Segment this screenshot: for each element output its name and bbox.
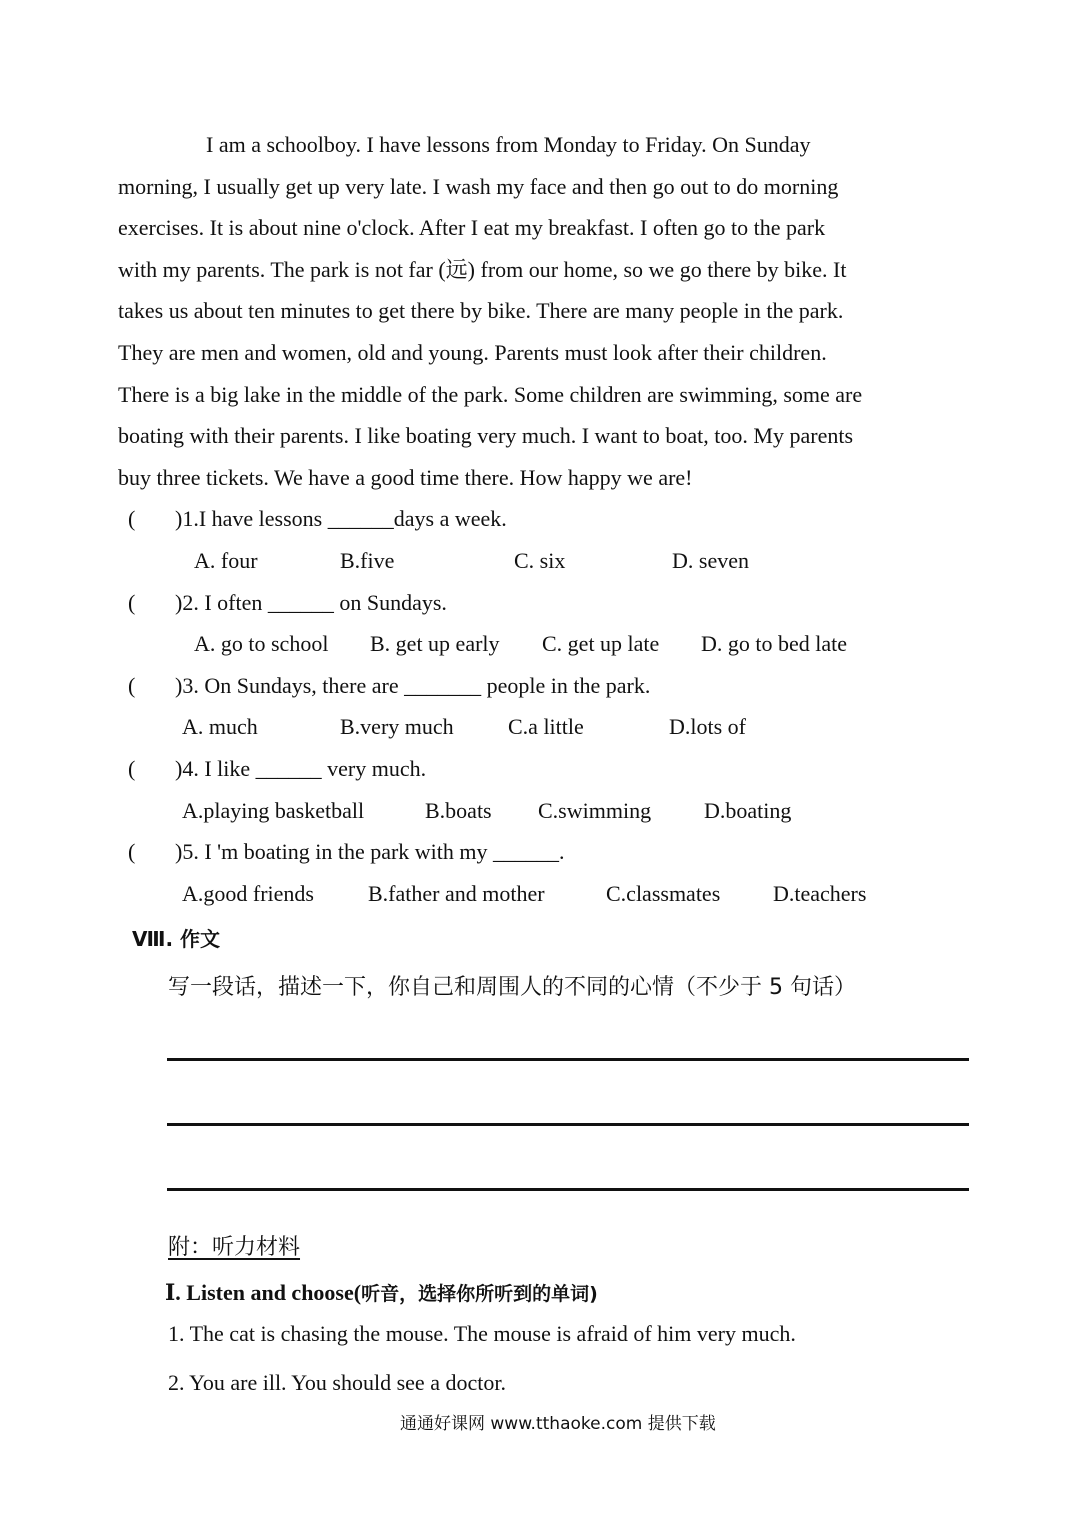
q2-option-a: A. go to school bbox=[194, 631, 329, 656]
q3-option-b: B.very much bbox=[340, 714, 454, 739]
question-5-text: )5. I 'm boating in the park with my ______. bbox=[175, 839, 565, 864]
listening-section-heading bbox=[165, 1279, 598, 1306]
listening-line-2: 2. You are ill. You should see a doctor. bbox=[168, 1370, 506, 1395]
q4-option-c: C.swimming bbox=[538, 798, 652, 823]
passage-line: morning, I usually get up very late. I wash my face and then go out to do morning bbox=[118, 173, 839, 199]
q4-option-b: B.boats bbox=[425, 798, 492, 823]
q1-option-c: C. six bbox=[514, 548, 566, 573]
composition-prompt: 写一段话，描述一下，你自己和周围人的不同的心情（不少于 5 句话） bbox=[168, 975, 856, 1000]
q1-option-a: A. four bbox=[194, 548, 258, 573]
q3-option-d: D.lots of bbox=[669, 714, 746, 739]
q2-option-d: D. go to bed late bbox=[701, 631, 848, 656]
passage-line: They are men and women, old and young. Parents must look after their children. bbox=[118, 339, 827, 365]
answer-bracket: ( bbox=[128, 756, 136, 781]
composition-heading: Ⅷ. 作文 bbox=[132, 927, 221, 951]
q2-option-b: B. get up early bbox=[370, 631, 500, 656]
q4-option-a: A.playing basketball bbox=[182, 798, 365, 823]
q4-option-d: D.boating bbox=[704, 798, 792, 823]
q3-option-c: C.a little bbox=[508, 714, 584, 739]
question-2-text: )2. I often ______ on Sundays. bbox=[175, 590, 447, 615]
q5-option-c: C.classmates bbox=[606, 881, 721, 906]
passage-line: buy three tickets. We have a good time there. How happy we are! bbox=[118, 464, 693, 490]
listening-heading-cn: 听音，选择你所听到的单词) bbox=[361, 1283, 598, 1305]
passage-line: with my parents. The park is not far (远) from our home, so we go there by bike. It bbox=[118, 256, 847, 282]
answer-bracket: ( bbox=[128, 673, 136, 698]
q2-option-c: C. get up late bbox=[542, 631, 660, 656]
writing-line bbox=[167, 1058, 969, 1061]
passage-line: boating with their parents. I like boating very much. I want to boat, too. My parents bbox=[118, 423, 854, 449]
q5-option-a: A.good friends bbox=[182, 881, 314, 906]
passage-line: I am a schoolboy. I have lessons from Monday to Friday. On Sunday bbox=[206, 132, 811, 157]
q3-option-a: A. much bbox=[182, 714, 258, 739]
passage-line: There is a big lake in the middle of the park. Some children are swimming, some are bbox=[118, 381, 863, 407]
writing-line bbox=[167, 1188, 969, 1191]
writing-line bbox=[167, 1123, 969, 1126]
question-3-text: )3. On Sundays, there are _______ people in the park. bbox=[175, 673, 651, 698]
q5-option-b: B.father and mother bbox=[368, 881, 545, 906]
answer-bracket: ( bbox=[128, 590, 136, 615]
page-footer: 通通好课网 www.tthaoke.com 提供下载 bbox=[400, 1414, 716, 1434]
listening-heading-en: Ⅰ. Listen and choose( bbox=[165, 1280, 362, 1305]
passage-line: takes us about ten minutes to get there by bike. There are many people in the park. bbox=[118, 298, 844, 324]
reading-passage bbox=[118, 124, 968, 498]
q5-option-d: D.teachers bbox=[773, 881, 867, 906]
listening-line-1: 1. The cat is chasing the mouse. The mouse is afraid of him very much. bbox=[168, 1321, 796, 1346]
answer-bracket: ( bbox=[128, 839, 136, 864]
passage-line: exercises. It is about nine o'clock. After I eat my breakfast. I often go to the park bbox=[118, 215, 826, 241]
q1-option-d: D. seven bbox=[672, 548, 749, 573]
q1-option-b: B.five bbox=[340, 548, 395, 573]
appendix-title: 附：听力材料 bbox=[168, 1235, 301, 1260]
question-4-text: )4. I like ______ very much. bbox=[175, 756, 427, 781]
answer-bracket: ( bbox=[128, 506, 136, 531]
question-1-text: )1.I have lessons ______days a week. bbox=[175, 506, 507, 531]
